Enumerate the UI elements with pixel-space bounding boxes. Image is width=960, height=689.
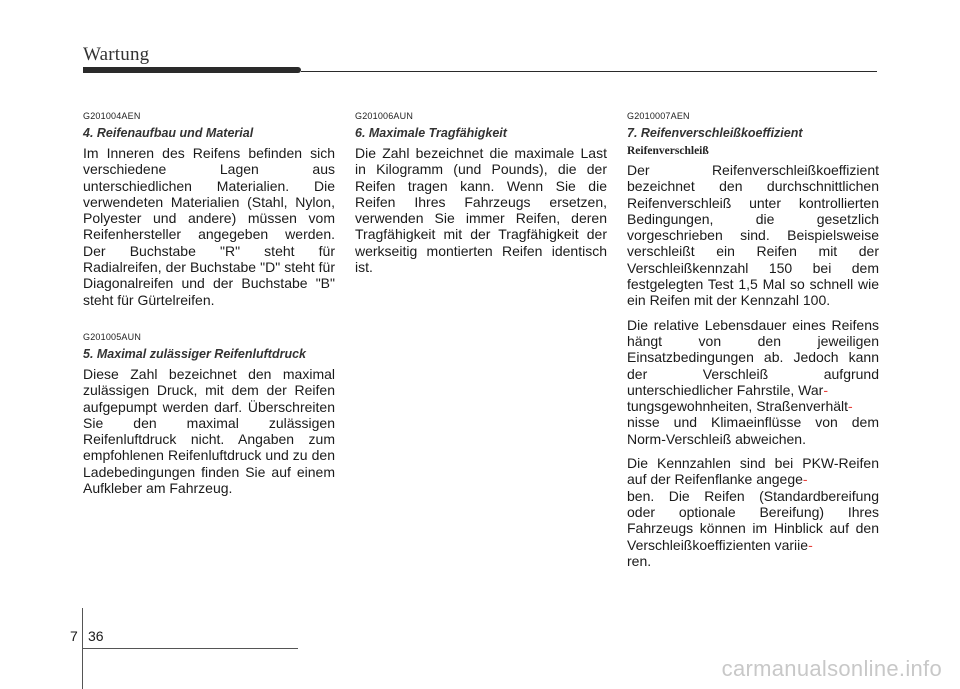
paragraph-part: Die relative Lebensdauer eines Reifens hängt von den jeweiligen Einsatzbedingungen ab. Jedoch kann der Verschleiß aufgrund unterschiedlicher Fahrstile, War — [627, 316, 879, 398]
section-code: G201005AUN — [83, 331, 142, 342]
footer-horizontal-rule — [83, 648, 298, 649]
page-number: 36 — [88, 628, 104, 644]
paragraph: Die Zahl bezeichnet die maximale Last in Kilogramm (und Pounds), die der Reifen tragen kann. Wenn Sie die Reifen Ihres Fahrzeugs ersetzen, verwenden Sie immer Reifen, deren Tragfähigkeit mit der Tragfähigkeit der werkseitig montierten Reifen identisch ist. — [355, 145, 607, 276]
hyphen-mark: - — [802, 471, 808, 488]
paragraph-part: nisse und Klimaeinflüsse von dem Norm-Verschleiß abweichen. — [627, 414, 879, 447]
header-rule-thick — [83, 67, 301, 73]
paragraph-3 — [627, 455, 879, 569]
header-rule-thin — [301, 71, 877, 72]
section-heading: 7. Reifenverschleißkoeffizient — [627, 126, 803, 140]
hyphen-mark: - — [808, 536, 813, 553]
hyphen-mark: - — [848, 398, 853, 415]
paragraph-part: tungsgewohnheiten, Straßenverhält — [627, 398, 849, 415]
section-code: G201004AEN — [83, 111, 141, 121]
watermark: carmanualsonline.info — [721, 656, 942, 681]
column-3 — [627, 111, 879, 577]
section-max-pressure — [83, 332, 335, 496]
section-code: G2010007AEN — [627, 111, 690, 121]
section-tire-construction — [83, 111, 335, 308]
section-subheading: Reifenverschleiß — [627, 145, 709, 157]
paragraph-2 — [627, 317, 879, 447]
column-1 — [83, 111, 335, 504]
section-code: G201006AUN — [355, 111, 414, 121]
column-2 — [355, 111, 607, 283]
paragraph: Diese Zahl bezeichnet den maximal zulässigen Druck, mit dem der Reifen aufgepumpt werden darf. Überschreiten Sie den maximal zulässigen Reifenluftdruck nicht. Angaben zum empfohlenen Reifenluftdruck und zu den Ladebedingungen finden Sie auf einem Aufkleber am Fahrzeug. — [83, 365, 335, 497]
chapter-number: 7 — [70, 628, 78, 644]
hyphen-mark: - — [823, 381, 828, 398]
section-treadwear — [627, 111, 879, 569]
section-max-load — [355, 111, 607, 275]
paragraph-part: Die Kennzahlen sind bei PKW-Reifen auf der Reifenflanke angege — [627, 455, 879, 488]
paragraph: Im Inneren des Reifens befinden sich verschiedene Lagen aus unterschiedlichen Materialien. Die verwendeten Materialien (Stahl, Nylon, Polyester und andere) müssen vom Reifenhersteller angegeben werden. Der Buchstabe "R" steht für Radialreifen, der Buchstabe "D" steht für Diagonalreifen und der Buchstabe "B" steht für Gürtelreifen. — [83, 145, 335, 308]
section-heading: 4. Reifenaufbau und Material — [83, 126, 254, 140]
section-title: Wartung — [83, 44, 150, 65]
paragraph: Der Reifenverschleißkoeffizient bezeichnet den durchschnittlichen Reifenverschleiß unter kontrollierten Bedingungen, die gesetzlich vorgeschrieben sind. Beispielsweise verschleißt ein Reifen mit der Verschleißkennzahl 150 bei dem festgelegten Test 1,5 Mal so schnell wie ein Reifen mit der Kennzahl 100. — [627, 162, 879, 309]
section-heading: 5. Maximal zulässiger Reifenluftdruck — [83, 346, 306, 361]
paragraph-part: ben. Die Reifen (Standardbereifung oder optionale Bereifung) Ihres Fahrzeugs können im Hinblick auf den Verschleißkoeffizienten variie — [627, 487, 879, 553]
section-heading: 6. Maximale Tragfähigkeit — [355, 126, 507, 140]
paragraph-part: ren. — [627, 552, 652, 569]
